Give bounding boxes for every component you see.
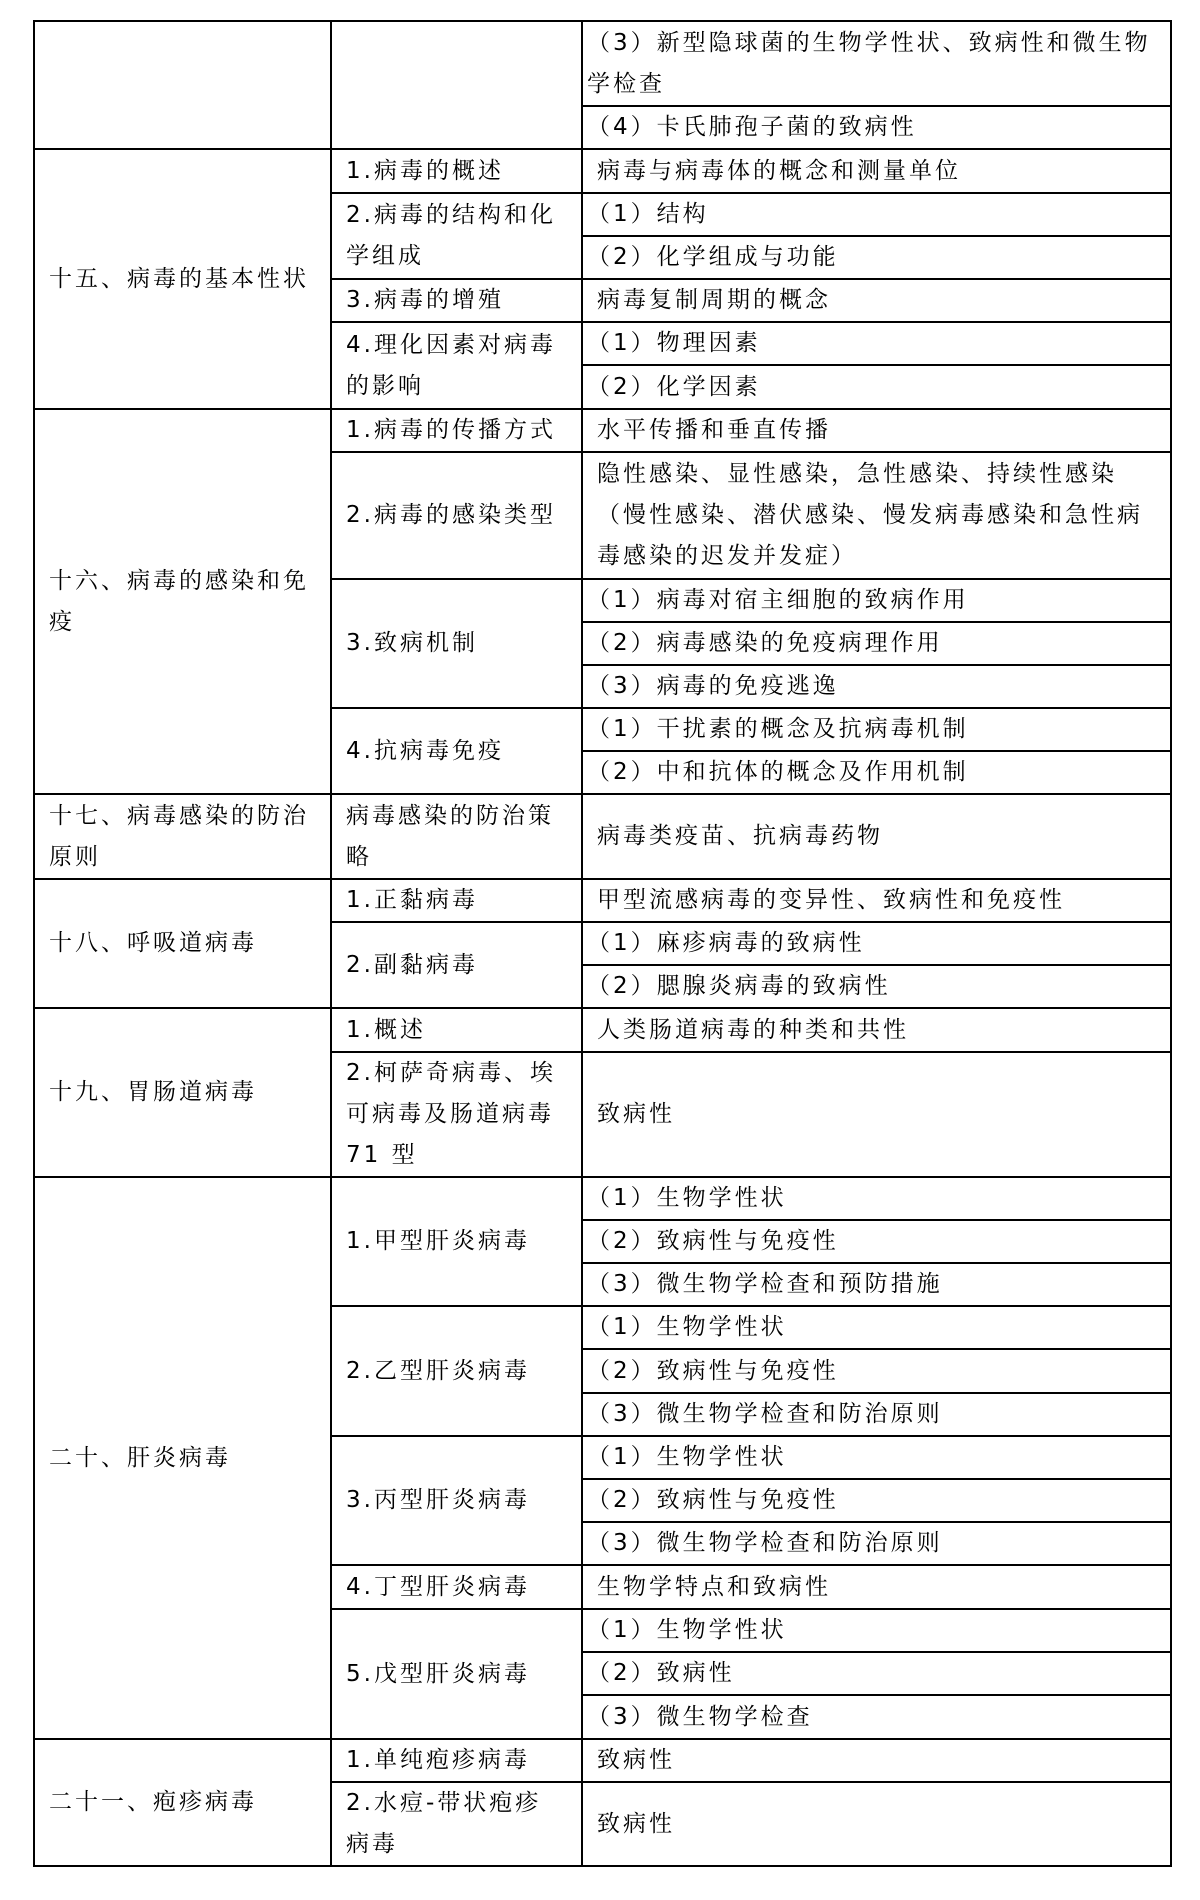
table-row	[34, 1008, 1171, 1052]
point: （3）新型隐球菌的生物学性状、致病性和微生物学检查	[582, 21, 1171, 106]
topic-name: 5.戊型肝炎病毒	[331, 1609, 582, 1739]
point: 水平传播和垂直传播	[582, 409, 1171, 452]
point: （1）生物学性状	[582, 1306, 1171, 1349]
topic-name: 1.概述	[331, 1008, 582, 1052]
topic-name: 4.抗病毒免疫	[331, 708, 582, 794]
table-row	[34, 149, 1171, 193]
table-row	[34, 21, 1171, 106]
point: （3）微生物学检查和防治原则	[582, 1522, 1171, 1565]
point: （1）病毒对宿主细胞的致病作用	[582, 579, 1171, 622]
point: （1）生物学性状	[582, 1609, 1171, 1652]
point: （2）致病性与免疫性	[582, 1349, 1171, 1393]
point: （2）腮腺炎病毒的致病性	[582, 965, 1171, 1008]
point: （3）微生物学检查和预防措施	[582, 1263, 1171, 1306]
section-title: 十六、病毒的感染和免疫	[34, 409, 331, 794]
section-title	[34, 21, 331, 149]
topic-name: 2.病毒的结构和化学组成	[331, 193, 582, 279]
point: 生物学特点和致病性	[582, 1565, 1171, 1609]
table-row	[34, 1177, 1171, 1220]
point: 致病性	[582, 1782, 1171, 1866]
point: （2）致病性	[582, 1652, 1171, 1695]
topic-name: 1.单纯疱疹病毒	[331, 1739, 582, 1782]
point: 隐性感染、显性感染，急性感染、持续性感染（慢性感染、潜伏感染、慢发病毒感染和急性病毒感染的迟发并发症）	[582, 452, 1171, 579]
table-row	[34, 409, 1171, 452]
point: 甲型流感病毒的变异性、致病性和免疫性	[582, 879, 1171, 922]
table-row	[34, 879, 1171, 922]
topic-name: 2.柯萨奇病毒、埃可病毒及肠道病毒 71 型	[331, 1052, 582, 1177]
topic-name: 1.病毒的传播方式	[331, 409, 582, 452]
point: （1）生物学性状	[582, 1177, 1171, 1220]
point: （1）结构	[582, 193, 1171, 236]
point: 致病性	[582, 1052, 1171, 1177]
point: （2）化学组成与功能	[582, 236, 1171, 279]
point: （1）麻疹病毒的致病性	[582, 922, 1171, 965]
topic-name: 病毒感染的防治策略	[331, 794, 582, 879]
syllabus-table	[33, 20, 1172, 1867]
point: 病毒复制周期的概念	[582, 279, 1171, 322]
point: 致病性	[582, 1739, 1171, 1782]
topic-name: 3.丙型肝炎病毒	[331, 1436, 582, 1565]
point: （2）致病性与免疫性	[582, 1220, 1171, 1263]
table-row	[34, 1739, 1171, 1782]
topic-name: 3.致病机制	[331, 579, 582, 708]
point: （1）干扰素的概念及抗病毒机制	[582, 708, 1171, 751]
section-title: 二十一、疱疹病毒	[34, 1739, 331, 1866]
point: 病毒类疫苗、抗病毒药物	[582, 794, 1171, 879]
point: 病毒与病毒体的概念和测量单位	[582, 149, 1171, 193]
topic-name: 2.乙型肝炎病毒	[331, 1306, 582, 1436]
point: （2）中和抗体的概念及作用机制	[582, 751, 1171, 794]
topic-name: 4.丁型肝炎病毒	[331, 1565, 582, 1609]
topic-name: 1.正黏病毒	[331, 879, 582, 922]
topic-name: 1.甲型肝炎病毒	[331, 1177, 582, 1306]
point: （3）微生物学检查	[582, 1695, 1171, 1739]
topic-name: 2.水痘-带状疱疹病毒	[331, 1782, 582, 1866]
topic-name: 2.副黏病毒	[331, 922, 582, 1008]
table-row	[34, 794, 1171, 879]
section-title: 二十、肝炎病毒	[34, 1177, 331, 1739]
topic-name	[331, 21, 582, 149]
topic-name: 2.病毒的感染类型	[331, 452, 582, 579]
section-title: 十八、呼吸道病毒	[34, 879, 331, 1008]
point: （2）化学因素	[582, 365, 1171, 409]
section-title: 十七、病毒感染的防治原则	[34, 794, 331, 879]
point: （2）病毒感染的免疫病理作用	[582, 622, 1171, 665]
point: （2）致病性与免疫性	[582, 1479, 1171, 1522]
topic-name: 3.病毒的增殖	[331, 279, 582, 322]
point: （3）病毒的免疫逃逸	[582, 665, 1171, 708]
section-title: 十五、病毒的基本性状	[34, 149, 331, 409]
point: （1）物理因素	[582, 322, 1171, 365]
section-title: 十九、胃肠道病毒	[34, 1008, 331, 1177]
point: 人类肠道病毒的种类和共性	[582, 1008, 1171, 1052]
point: （3）微生物学检查和防治原则	[582, 1393, 1171, 1436]
point: （4）卡氏肺孢子菌的致病性	[582, 106, 1171, 149]
topic-name: 1.病毒的概述	[331, 149, 582, 193]
point: （1）生物学性状	[582, 1436, 1171, 1479]
topic-name: 4.理化因素对病毒的影响	[331, 322, 582, 409]
